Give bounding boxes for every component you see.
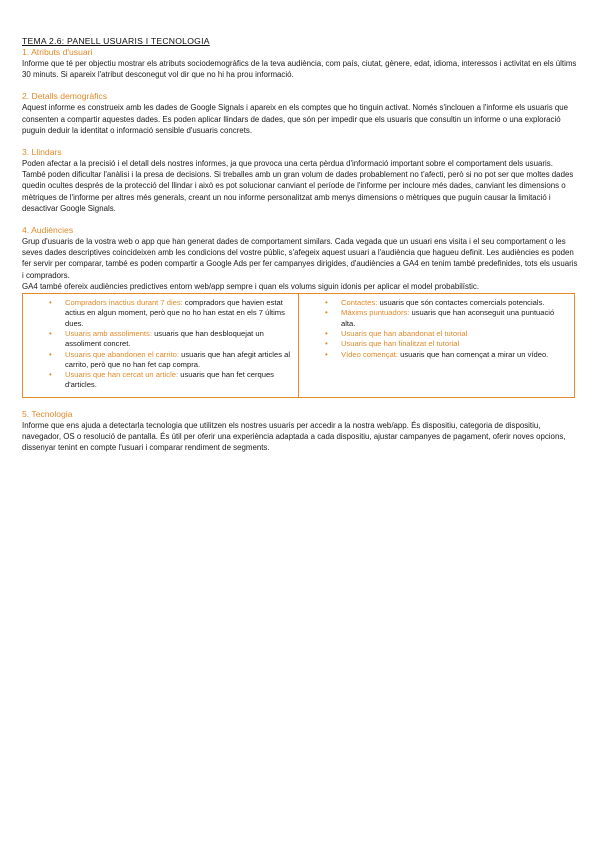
audience-desc: compradors que havien estat actius en algun moment, però que no ho han estat en els 7 últims dues. <box>65 298 285 328</box>
section-text-llindars: Poden afectar a la precisió i el detall dels nostres informes, ja que provoca una certa pèrdua d'informació important sobre el comportament dels usuaris. També poden dificultar l'anàlisi i la presa de decisions. Si treballes amb un gran volum de dades probablement no t'afecti, però si no pot ser que moltes dades quedin ocultes després de la protecció del llindar i això es pot solucionar canviant el període de l'informe per incloure més dades, canviant les dimensions o mètriques de l'informe per altres més generals, creant un nou informe personalitzat amb menys dimensions o mètriques que puguin causar la limitació i desactivar Google Signals. <box>22 159 574 213</box>
list-item <box>341 350 568 360</box>
audiences-table <box>22 293 575 398</box>
audience-term: Contactes: <box>341 298 378 308</box>
list-item <box>341 329 568 339</box>
audience-term: Vídeo començat: <box>341 349 398 359</box>
audience-desc: usuaris que han aconseguit una puntuació alta. <box>341 308 555 328</box>
section-text-tecnologia: Informe que ens ajuda a detectarla tecnologia que utilitzen els nostres usuaris per accedir a la nostra web/app. És dispositiu, categoria de dispositiu, navegador, OS o resolució de pantalla. És útil per oferir una experiència adaptada a cada dispositiu, ajustar campanyes de pagament, oferir noves opcions, dissenyar tenint en compte l'usuari i comparar rendiment de segments. <box>22 420 566 453</box>
section-heading-llindars: 3. Llindars <box>22 147 62 158</box>
audience-term: Compradors inactius durant 7 dies: <box>65 298 183 308</box>
section-text-audiencies-predictives: GA4 també ofereix audiències predictives entorn web/app sempre i quan els volums siguin idonis per aplicar el model probabilístic. <box>22 281 480 291</box>
list-item <box>65 350 292 371</box>
section-text-audiencies: Grup d'usuaris de la vostra web o app que han generat dades de comportament similars. Cada vegada que un usuari ens visita i el seu comportament o les seves dades descriptives coincideixen amb les condicions del vostre públic, s'afegeix aquest usuari a l'audiència que hagueu definit. Les audiències es poden fer servir per comparar, també es poden compartir a Google Ads per fer campanyes dirigides, d'audiències a GA4 en tenim també predefinides, tots els usuaris i compradors. <box>22 237 578 280</box>
list-item <box>341 298 568 308</box>
section-heading-demografics: 2. Detalls demogràfics <box>22 91 108 102</box>
audience-desc: usuaris que han afegit articles al carrito, però que no han fet cap compra. <box>65 349 291 369</box>
audience-term: Màxims puntuadors: <box>341 308 410 318</box>
audience-term: Usuaris que abandonen el carrito: <box>65 349 179 359</box>
list-item <box>341 308 568 329</box>
section-text-demografics: Aquest informe es construeix amb les dades de Google Signals i apareix en els comptes que ho tinguin activat. Només s'inclouen a l'informe els usuaris que consenten a compartir aquestes dades. Es poden aplicar llindars de dades, que són per impedir que els usuaris que consultin un informe o una exploració puguin deduir la identitat o informació sensible d'usuaris concrets. <box>22 103 569 135</box>
audiences-left-column <box>23 294 299 398</box>
list-item <box>65 329 292 350</box>
page-title: TEMA 2.6: PANELL USUARIS I TECNOLOGIA <box>22 36 210 46</box>
audience-term: Usuaris amb assoliments: <box>65 328 152 338</box>
list-item <box>65 370 292 391</box>
document-body <box>22 36 578 453</box>
audiences-right-column <box>299 294 575 398</box>
section-heading-audiencies: 4. Audiències <box>22 225 74 236</box>
section-text-atributs: Informe que té per objectiu mostrar els atributs sociodemogràfics de la teva audiència, com país, ciutat, gènere, edat, idioma, interessos i activitat en els últims 30 minuts. Si apareix l'atribut desconegut vol dir que no hi ha prou informació. <box>22 59 577 80</box>
audience-desc: usuaris que han començat a mirar un vídeo. <box>400 349 549 359</box>
audience-term: Usuaris que han abandonat el tutorial <box>341 328 468 338</box>
audience-desc: usuaris que han desbloquejat un assoliment concret. <box>65 328 264 349</box>
section-heading-tecnologia: 5. Tecnologia <box>22 408 73 419</box>
audience-term: Usuaris que han cercat un article: <box>65 370 179 380</box>
audience-desc: usuaris que són contactes comercials potencials. <box>379 298 545 308</box>
audience-desc: usuaris que han fet cerques d'articles. <box>65 370 274 390</box>
list-item <box>65 298 292 329</box>
section-heading-atributs: 1. Atributs d'usuari <box>22 47 93 57</box>
audience-term: Usuaris que han finalitzat el tutorial <box>341 339 460 349</box>
list-item <box>341 339 568 349</box>
